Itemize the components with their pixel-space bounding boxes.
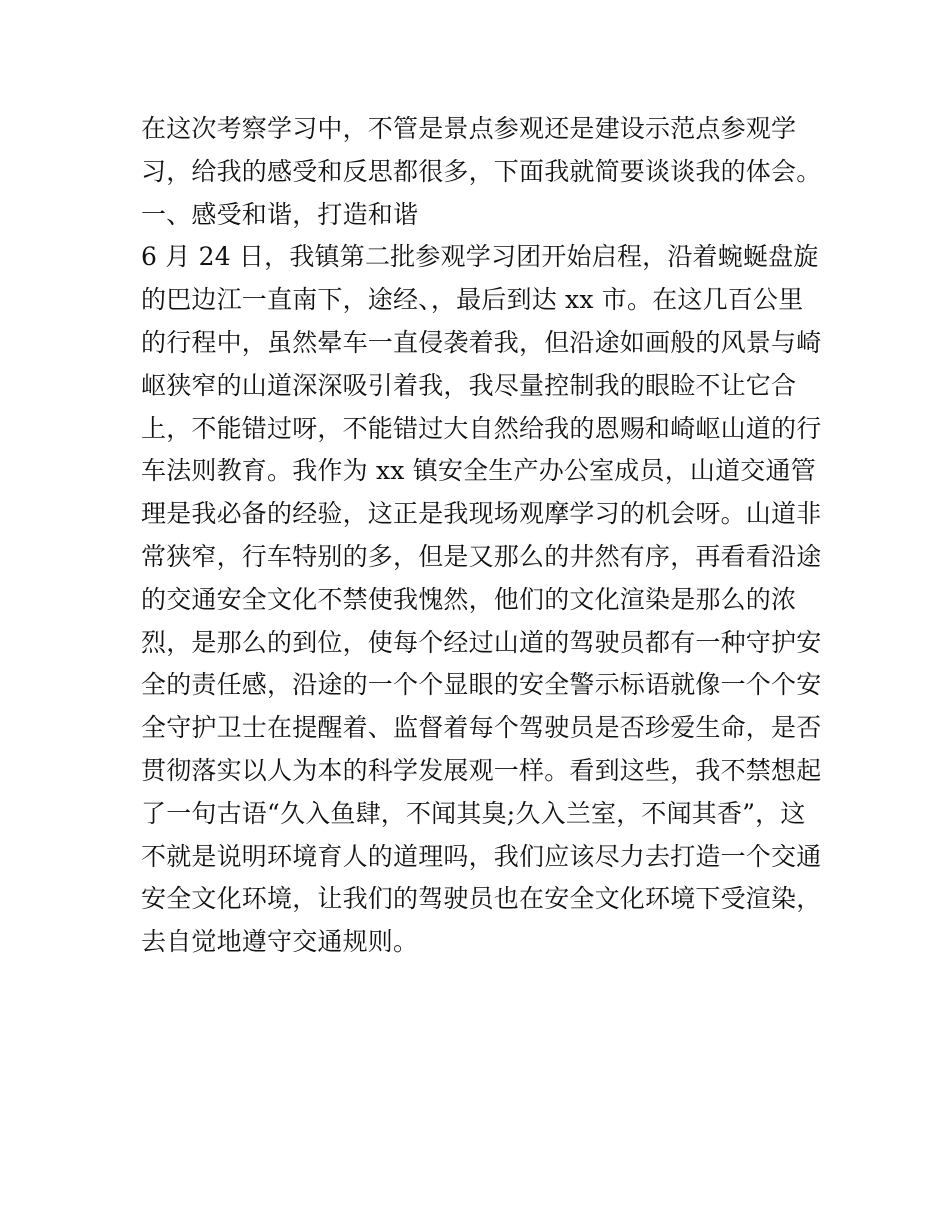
- text-line: 去自觉地遵守交通规则。: [141, 927, 419, 957]
- text-line: 6 月 24 日，我镇第二批参观学习团开始启程，沿着蜿蜒盘旋: [141, 242, 819, 272]
- text-line: 的行程中，虽然晕车一直侵袭着我，但沿途如画般的风景与崎: [141, 327, 822, 357]
- text-line: 上，不能错过呀，不能错过大自然给我的恩赐和崎岖山道的行: [141, 413, 822, 443]
- text-line: 烈，是那么的到位，使每个经过山道的驾驶员都有一种守护安: [141, 627, 822, 657]
- text-line: 不就是说明环境育人的道理吗，我们应该尽力去打造一个交通: [141, 841, 822, 871]
- text-line: 全守护卫士在提醒着、监督着每个驾驶员是否珍爱生命，是否: [141, 713, 822, 743]
- section-heading: 一、感受和谐，打造和谐: [141, 199, 419, 229]
- text-line: 在这次考察学习中，不管是景点参观还是建设示范点参观学: [141, 114, 797, 143]
- text-line: 贯彻落实以人为本的科学发展观一样。看到这些，我不禁想起: [141, 755, 822, 785]
- text-line: 安全文化环境，让我们的驾驶员也在安全文化环境下受渲染，: [141, 884, 822, 914]
- document-body: [141, 108, 821, 964]
- text-line: 习，给我的感受和反思都很多，下面我就简要谈谈我的体会。: [141, 156, 822, 186]
- text-line: 常狭窄，行车特别的多，但是又那么的井然有序，再看看沿途: [141, 541, 822, 571]
- text-line: 车法则教育。我作为 xx 镇安全生产办公室成员，山道交通管: [141, 456, 816, 486]
- text-line: 全的责任感，沿途的一个个显眼的安全警示标语就像一个个安: [141, 670, 822, 700]
- text-line: 的交通安全文化不禁使我愧然，他们的文化渲染是那么的浓: [141, 584, 797, 614]
- text-line: 岖狭窄的山道深深吸引着我，我尽量控制我的眼睑不让它合: [141, 370, 797, 400]
- text-line: 理是我必备的经验，这正是我现场观摩学习的机会呀。山道非: [141, 499, 822, 529]
- text-line: 的巴边江一直南下，途经、，最后到达 xx 市。在这几百公里: [141, 285, 804, 315]
- text-line: 了一句古语“久入鱼肆，不闻其臭;久入兰室，不闻其香”，这: [141, 798, 806, 828]
